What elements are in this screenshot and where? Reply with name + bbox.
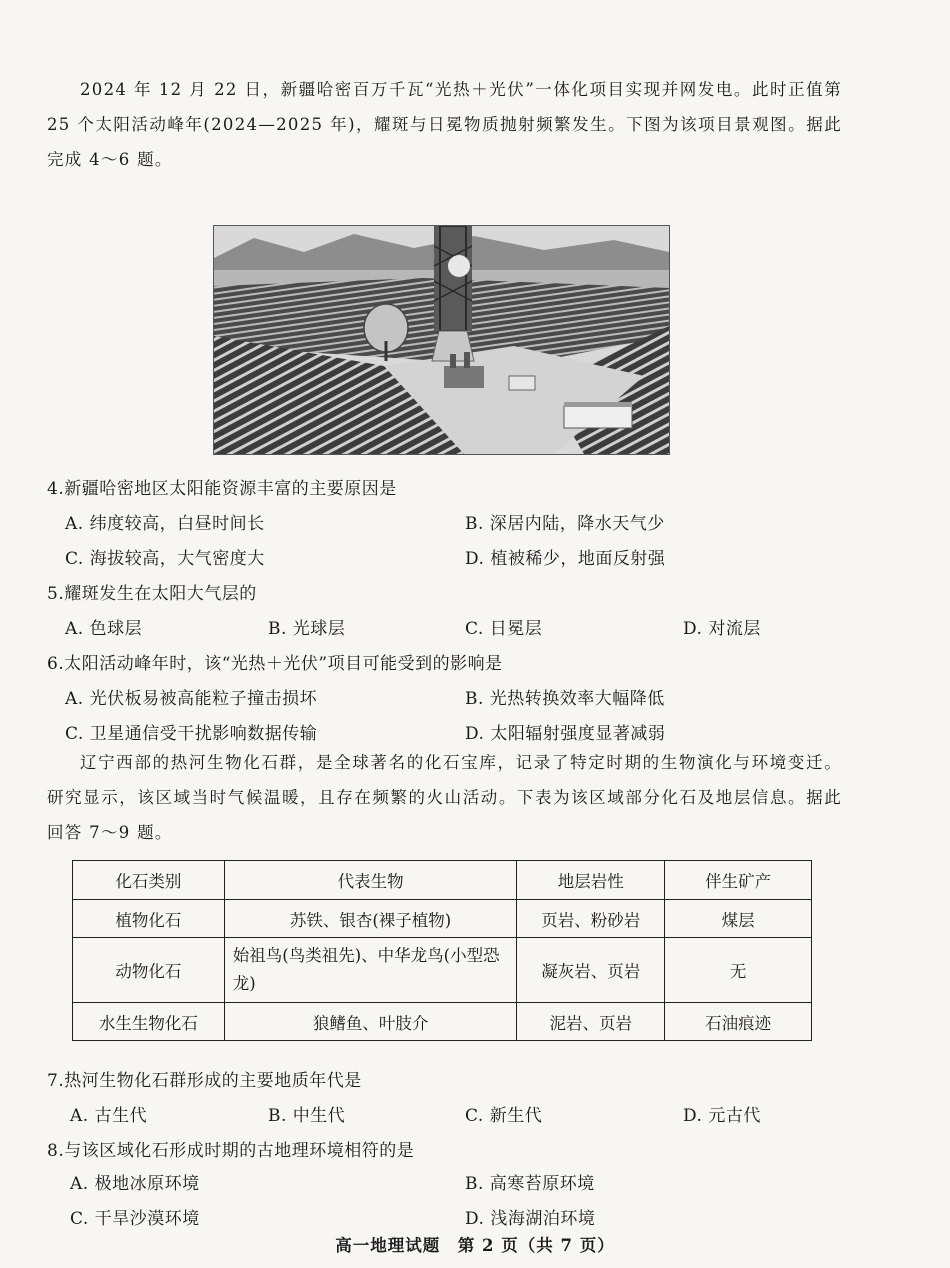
question-8-option-d: D. 浅海湖泊环境 xyxy=(465,1209,596,1229)
table-cell: 动物化石 xyxy=(73,938,225,1003)
table-row xyxy=(73,900,812,938)
question-5-option-d: D. 对流层 xyxy=(683,619,761,639)
question-4-option-b: B. 深居内陆，降水天气少 xyxy=(465,514,665,534)
question-6-option-d: D. 太阳辐射强度显著减弱 xyxy=(465,724,666,744)
solar-project-photo xyxy=(213,225,670,455)
question-6-option-b: B. 光热转换效率大幅降低 xyxy=(465,689,665,709)
question-6-option-c: C. 卫星通信受干扰影响数据传输 xyxy=(65,724,318,744)
question-8-option-b: B. 高寒苔原环境 xyxy=(465,1174,595,1194)
table-cell: 植物化石 xyxy=(73,900,225,938)
question-7-option-c: C. 新生代 xyxy=(465,1106,543,1126)
table-cell: 始祖鸟(鸟类祖先)、中华龙鸟(小型恐龙) xyxy=(224,938,517,1003)
table-header-cell: 代表生物 xyxy=(224,861,517,900)
question-4-option-a: A. 纬度较高，白昼时间长 xyxy=(65,514,265,534)
question-8-option-a: A. 极地冰原环境 xyxy=(70,1174,200,1194)
question-7-stem: 7.热河生物化石群形成的主要地质年代是 xyxy=(47,1071,362,1091)
question-7-option-b: B. 中生代 xyxy=(268,1106,346,1126)
question-7-option-a: A. 古生代 xyxy=(70,1106,148,1126)
question-4-option-c: C. 海拔较高，大气密度大 xyxy=(65,549,265,569)
table-row xyxy=(73,1003,812,1041)
table-header-row xyxy=(73,861,812,900)
table-cell: 无 xyxy=(665,938,812,1003)
table-cell: 煤层 xyxy=(665,900,812,938)
question-8-option-c: C. 干旱沙漠环境 xyxy=(70,1209,200,1229)
question-6-stem: 6.太阳活动峰年时，该“光热＋光伏”项目可能受到的影响是 xyxy=(47,654,503,674)
table-cell: 苏铁、银杏(裸子植物) xyxy=(224,900,517,938)
question-4-option-d: D. 植被稀少，地面反射强 xyxy=(465,549,666,569)
page-footer: 高一地理试题 第 2 页（共 7 页） xyxy=(335,1236,615,1255)
question-5-option-a: A. 色球层 xyxy=(65,619,143,639)
table-cell: 石油痕迹 xyxy=(665,1003,812,1041)
table-cell: 泥岩、页岩 xyxy=(517,1003,665,1041)
table-cell: 页岩、粉砂岩 xyxy=(517,900,665,938)
table-header-cell: 地层岩性 xyxy=(517,861,665,900)
fossil-table xyxy=(72,860,812,1041)
question-6-option-a: A. 光伏板易被高能粒子撞击损坏 xyxy=(65,689,318,709)
table-row xyxy=(73,938,812,1003)
question-5-option-c: C. 日冕层 xyxy=(465,619,543,639)
question-5-option-b: B. 光球层 xyxy=(268,619,346,639)
table-cell: 凝灰岩、页岩 xyxy=(517,938,665,1003)
table-header-cell: 化石类别 xyxy=(73,861,225,900)
question-7-option-d: D. 元古代 xyxy=(683,1106,761,1126)
intro-paragraph-2: 辽宁西部的热河生物化石群，是全球著名的化石宝库，记录了特定时期的生物演化与环境变迁。研究显示，该区域当时气候温暖，且存在频繁的火山活动。下表为该区域部分化石及地层信息。据此回答 7～9 题。 xyxy=(47,753,842,842)
question-4-stem: 4.新疆哈密地区太阳能资源丰富的主要原因是 xyxy=(47,479,397,499)
table-cell: 水生生物化石 xyxy=(73,1003,225,1041)
question-8-stem: 8.与该区域化石形成时期的古地理环境相符的是 xyxy=(47,1141,415,1161)
table-cell: 狼鳍鱼、叶肢介 xyxy=(224,1003,517,1041)
intro-paragraph-1: 2024 年 12 月 22 日，新疆哈密百万千瓦“光热＋光伏”一体化项目实现并网发电。此时正值第 25 个太阳活动峰年(2024—2025 年)，耀斑与日冕物质抛射频繁发生。下图为该项目景观图。据此完成 4～6 题。 xyxy=(47,80,842,169)
question-5-stem: 5.耀斑发生在太阳大气层的 xyxy=(47,584,257,604)
table-header-cell: 伴生矿产 xyxy=(665,861,812,900)
